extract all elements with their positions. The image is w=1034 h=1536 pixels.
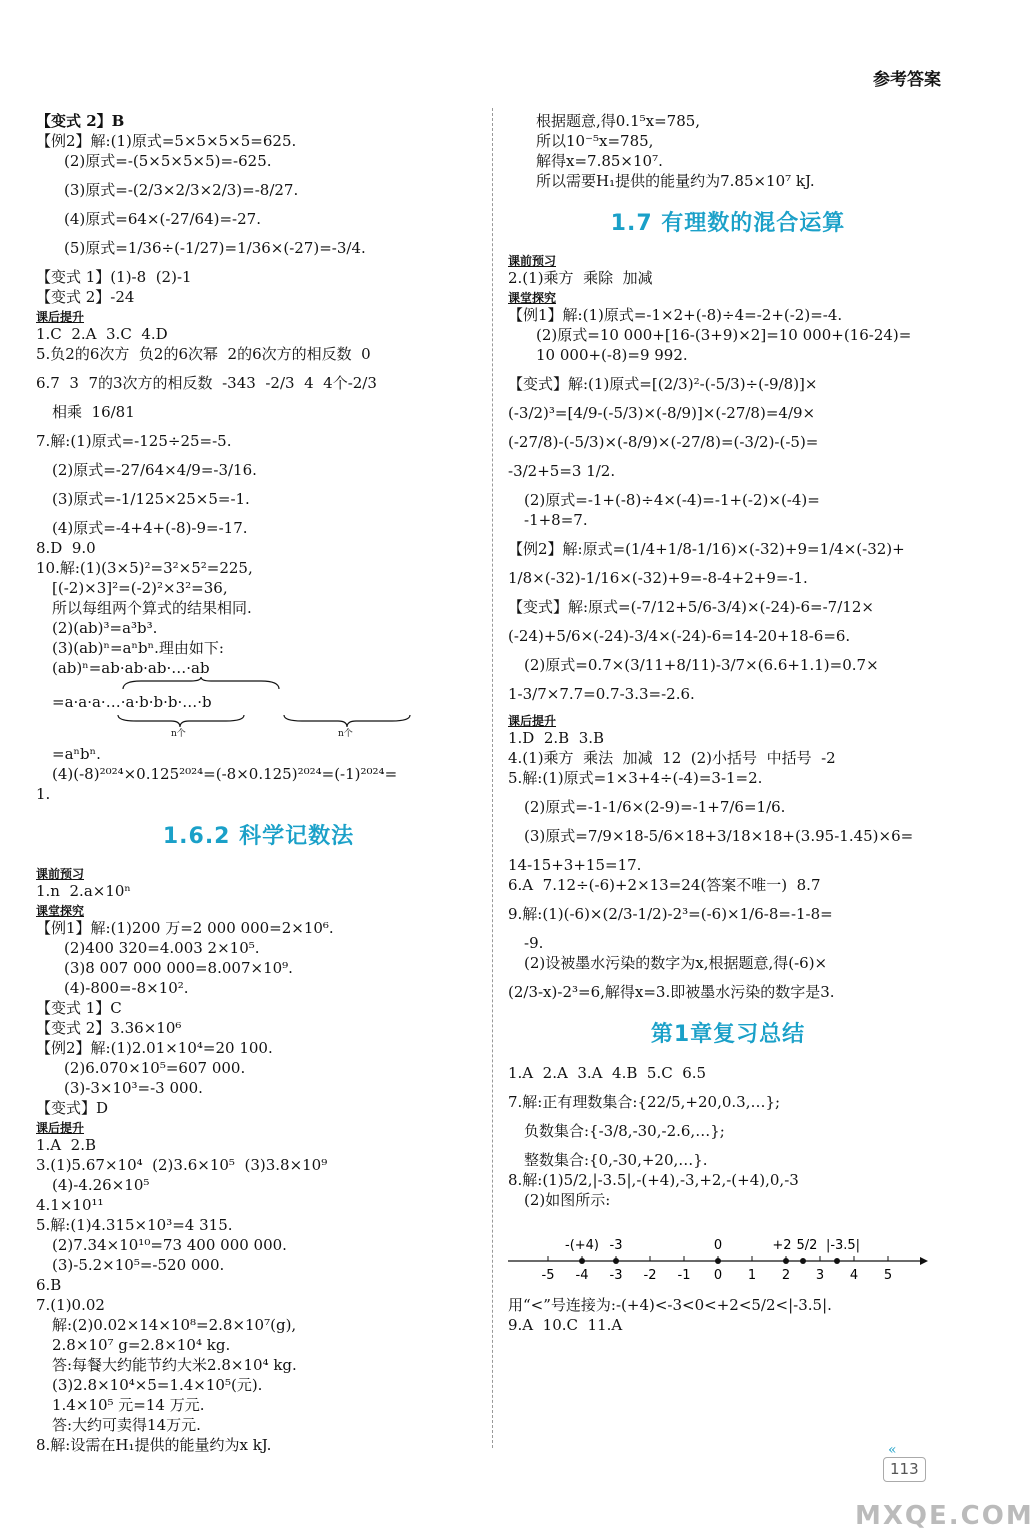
number-line-point [613,1258,619,1264]
section-label: 课后提升 [508,713,557,728]
answer-line: (2)6.070×10⁵=607 000. [64,1058,246,1077]
answer-line: 所以10⁻⁵x=785, [536,132,654,150]
answer-line: (3)原式=-(2/3×2/3×2/3)=-8/27. [64,181,299,199]
number-line-tick-label: 2 [781,1268,791,1283]
answer-line: 【例1】解:(1)200 万=2 000 000=2×10⁶. [36,918,334,937]
number-line-tick-label: -5 [541,1268,555,1283]
section-label: 课前预习 [36,866,85,881]
answer-line: 10 000+(-8)=9 992. [536,345,688,364]
answer-line: 10.解:(1)(3×5)²=3²×5²=225, [36,559,253,577]
answer-line: 1.4×10⁵ 元=14 万元. [52,1395,205,1414]
answer-line: 答:每餐大约能节约大米2.8×10⁴ kg. [52,1355,297,1374]
left-column [36,112,481,1456]
answer-line: (2)设被墨水污染的数字为x,根据题意,得(-6)× [524,953,828,972]
answer-line: 4.(1)乘方 乘法 加减 12 (2)小括号 中括号 -2 [508,748,836,767]
answer-line: (2)原式=-1-1/6×(2-9)=-1+7/6=1/6. [524,797,786,816]
answer-line: 9.A 10.C 11.A [508,1315,623,1334]
answer-line: 1.C 2.A 3.C 4.D [36,325,168,343]
brace-label: n个 [338,729,353,739]
answer-line: -1+8=7. [524,510,588,529]
answer-line: =a·a·a·…·a·b·b·b·…·b [52,693,212,711]
number-line-tick-label: 0 [713,1268,723,1283]
answer-line: (4)原式=64×(-27/64)=-27. [64,210,261,228]
number-line-point [834,1258,840,1264]
page-arrow-icon: « [888,1442,897,1458]
section-title: 第1章复习总结 [650,1021,806,1047]
answer-line: 7.解:(1)原式=-125÷25=-5. [36,432,232,450]
answer-line: -9. [524,933,544,952]
section-label: 课后提升 [36,1120,85,1135]
answer-line: (ab)ⁿ=ab·ab·ab·…·ab [52,659,210,677]
number-line-point-label: +2 [772,1238,792,1253]
brace-derivation [36,659,481,745]
answer-line: (2)400 320=4.003 2×10⁵. [64,938,260,957]
answer-line: 5.解:(1)4.315×10³=4 315. [36,1215,233,1234]
section-label: 课前预习 [508,253,557,268]
answer-line: 【变式 2】3.36×10⁶ [36,1018,182,1037]
answer-line: (3)8 007 000 000=8.007×10⁹. [64,958,293,977]
answer-line: 8.解:(1)5/2,|-3.5|,-(+4),-3,+2,-(+4),0,-3 [508,1171,799,1189]
answer-line: (2)(ab)³=a³b³. [52,619,158,637]
brace-label: n个 [171,729,186,739]
answer-line: (3)(ab)ⁿ=aⁿbⁿ.理由如下: [52,639,224,657]
arrow-icon [920,1257,928,1265]
number-line-point-label: 0 [713,1238,723,1253]
number-line-point-label: |-3.5| [825,1238,861,1253]
answer-line: (3)原式=7/9×18-5/6×18+3/18×18+(3.95-1.45)×6= [524,826,914,845]
answer-line: (-24)+5/6×(-24)-3/4×(-24)-6=14-20+18-6=6. [508,626,851,645]
answer-line: 解:(2)0.02×14×10⁸=2.8×10⁷(g), [52,1315,297,1334]
number-line-point-label: 5/2 [796,1238,818,1253]
number-line-points [565,1238,860,1264]
answer-line: 整数集合:{0,-30,+20,…}. [524,1151,708,1169]
answer-line: 【例2】解:原式=(1/4+1/8-1/16)×(-32)+9=1/4×(-32)+ [508,539,905,558]
answer-line: 2.8×10⁷ g=2.8×10⁴ kg. [52,1335,231,1354]
answer-line: 5.负2的6次方 负2的6次幂 2的6次方的相反数 0 [36,345,371,363]
watermark: MXQE.COM [855,1501,1034,1531]
answer-line: (2)原式=10 000+[16-(3+9)×2]=10 000+(16-24)= [536,325,912,344]
answer-line: 1.A 2.B [36,1135,97,1154]
answer-line: 根据题意,得0.1⁵x=785, [536,112,701,130]
answer-line: 【变式】解:(1)原式=[(2/3)²-(-5/3)÷(-9/8)]× [508,374,818,393]
answer-line: 5.解:(1)原式=1×3+4÷(-4)=3-1=2. [508,768,763,787]
number-line-tick-label: 3 [815,1268,825,1283]
answer-line: 7.(1)0.02 [36,1295,105,1314]
answer-line: (4)-800=-8×10². [64,978,189,997]
answer-line: (3)2.8×10⁴×5=1.4×10⁵(元). [52,1375,263,1394]
answer-line: (2)原式=-(5×5×5×5)=-625. [64,152,272,170]
number-line-tick-label: 1 [747,1268,757,1283]
answer-line: 负数集合:{-3/8,-30,-2.6,…}; [524,1122,725,1140]
answer-line: 【例2】解:(1)原式=5×5×5×5=625. [36,132,297,150]
answer-line: 1.n 2.a×10ⁿ [36,881,131,900]
answer-line: [(-2)×3]²=(-2)²×3²=36, [52,579,228,597]
answer-line: (3)-3×10³=-3 000. [64,1078,203,1097]
number-line-tick-label: 4 [849,1268,859,1283]
answer-line: 用“<”号连接为:-(+4)<-3<0<+2<5/2<|-3.5|. [508,1295,832,1314]
answer-line: 1-3/7×7.7=0.7-3.3=-2.6. [508,684,695,703]
page-number: 113 [883,1457,926,1482]
number-line-point [783,1258,789,1264]
answer-line: 3.(1)5.67×10⁴ (2)3.6×10⁵ (3)3.8×10⁹ [36,1155,328,1174]
answer-line: (2)原式=0.7×(3/11+8/11)-3/7×(6.6+1.1)=0.7× [524,655,879,674]
answer-line: (2)原式=-27/64×4/9=-3/16. [52,461,257,479]
answer-line: 2.(1)乘方 乘除 加减 [508,268,653,287]
answer-line: 所以需要H₁提供的能量约为7.85×10⁷ kJ. [536,172,815,190]
number-line-point-label: -3 [609,1238,623,1253]
number-line-point [715,1258,721,1264]
section-label: 课后提升 [36,310,85,324]
answer-line: 8.D 9.0 [36,539,96,557]
section-title: 1.7 有理数的混合运算 [610,211,846,236]
number-line-tick-label: -3 [609,1268,623,1283]
answer-line: 14-15+3+15=17. [508,855,642,874]
overbrace [121,677,281,691]
answer-line: 相乘 16/81 [52,403,135,421]
answer-line: =aⁿbⁿ. [52,745,101,763]
answer-line: 【变式 2】-24 [36,288,135,306]
number-line [508,1217,928,1287]
answer-line: 7.解:正有理数集合:{22/5,+20,0.3,…}; [508,1093,781,1111]
answer-line: 【例1】解:(1)原式=-1×2+(-8)÷4=-2+(-2)=-4. [508,305,843,324]
answer-line: 1.D 2.B 3.B [508,728,605,747]
answer-line: (4)(-8)²⁰²⁴×0.125²⁰²⁴=(-8×0.125)²⁰²⁴=(-1)²⁰²⁴= [52,765,398,783]
number-line-tick-label: -1 [677,1268,691,1283]
answer-line: 【变式 1】(1)-8 (2)-1 [36,268,192,286]
answer-line: (3)-5.2×10⁵=-520 000. [52,1255,225,1274]
answer-line: 所以每组两个算式的结果相同. [52,599,252,617]
number-line-point-label: -(+4) [565,1238,599,1253]
answer-line: (3)原式=-1/125×25×5=-1. [52,490,250,508]
answer-line: (4)原式=-4+4+(-8)-9=-17. [52,519,248,537]
answer-line: (-3/2)³=[4/9-(-5/3)×(-8/9)]×(-27/8)=4/9× [508,403,816,422]
answer-line: 【变式】解:原式=(-7/12+5/6-3/4)×(-24)-6=-7/12× [508,597,874,616]
answer-line: 1/8×(-32)-1/16×(-32)+9=-8-4+2+9=-1. [508,568,808,587]
number-line-tick-label: -4 [575,1268,589,1283]
answer-line: (2)原式=-1+(-8)÷4×(-4)=-1+(-2)×(-4)= [524,490,820,509]
number-line-point [800,1258,806,1264]
answer-line: 【例2】解:(1)2.01×10⁴=20 100. [36,1038,273,1057]
answer-line: 解得x=7.85×10⁷. [536,152,663,170]
number-line-tick-label: -2 [643,1268,657,1283]
right-column [508,112,948,1336]
answer-line: 6.A 7.12÷(-6)+2×13=24(答案不唯一) 8.7 [508,875,821,894]
answer-line: 1.A 2.A 3.A 4.B 5.C 6.5 [508,1064,707,1082]
answer-line: (2)如图所示: [524,1191,611,1209]
number-line-point [579,1258,585,1264]
section-title: 1.6.2 科学记数法 [162,824,355,849]
answer-line: 1. [36,785,51,803]
underbraces [116,713,456,729]
answer-line: 9.解:(1)(-6)×(2/3-1/2)-2³=(-6)×1/6-8=-1-8= [508,904,833,923]
answer-line: 4.1×10¹¹ [36,1195,104,1214]
column-divider [492,108,493,1448]
answer-line: -3/2+5=3 1/2. [508,461,616,480]
answer-line: 【变式 2】B [36,112,125,130]
answer-line: 6.B [36,1275,62,1294]
answer-line: (5)原式=1/36÷(-1/27)=1/36×(-27)=-3/4. [64,239,366,257]
section-label: 课堂探究 [36,903,85,918]
answer-line: (2/3-x)-2³=6,解得x=3.即被墨水污染的数字是3. [508,982,835,1001]
answer-line: (-27/8)-(-5/3)×(-8/9)×(-27/8)=(-3/2)-(-5)= [508,432,819,451]
number-line-tick-label: 5 [883,1268,893,1283]
answer-line: (2)7.34×10¹⁰=73 400 000 000. [52,1235,287,1254]
answer-line: 【变式】D [36,1098,109,1117]
answer-line: 答:大约可卖得14万元. [52,1415,201,1434]
section-label: 课堂探究 [508,290,557,305]
answer-line: 6.7 3 7的3次方的相反数 -343 -2/3 4 4个-2/3 [36,374,377,392]
answer-line: 8.解:设需在H₁提供的能量约为x kJ. [36,1435,272,1454]
answer-line: 【变式 1】C [36,998,122,1017]
answer-line: (4)-4.26×10⁵ [52,1175,150,1194]
page-header: 参考答案 [873,70,941,90]
